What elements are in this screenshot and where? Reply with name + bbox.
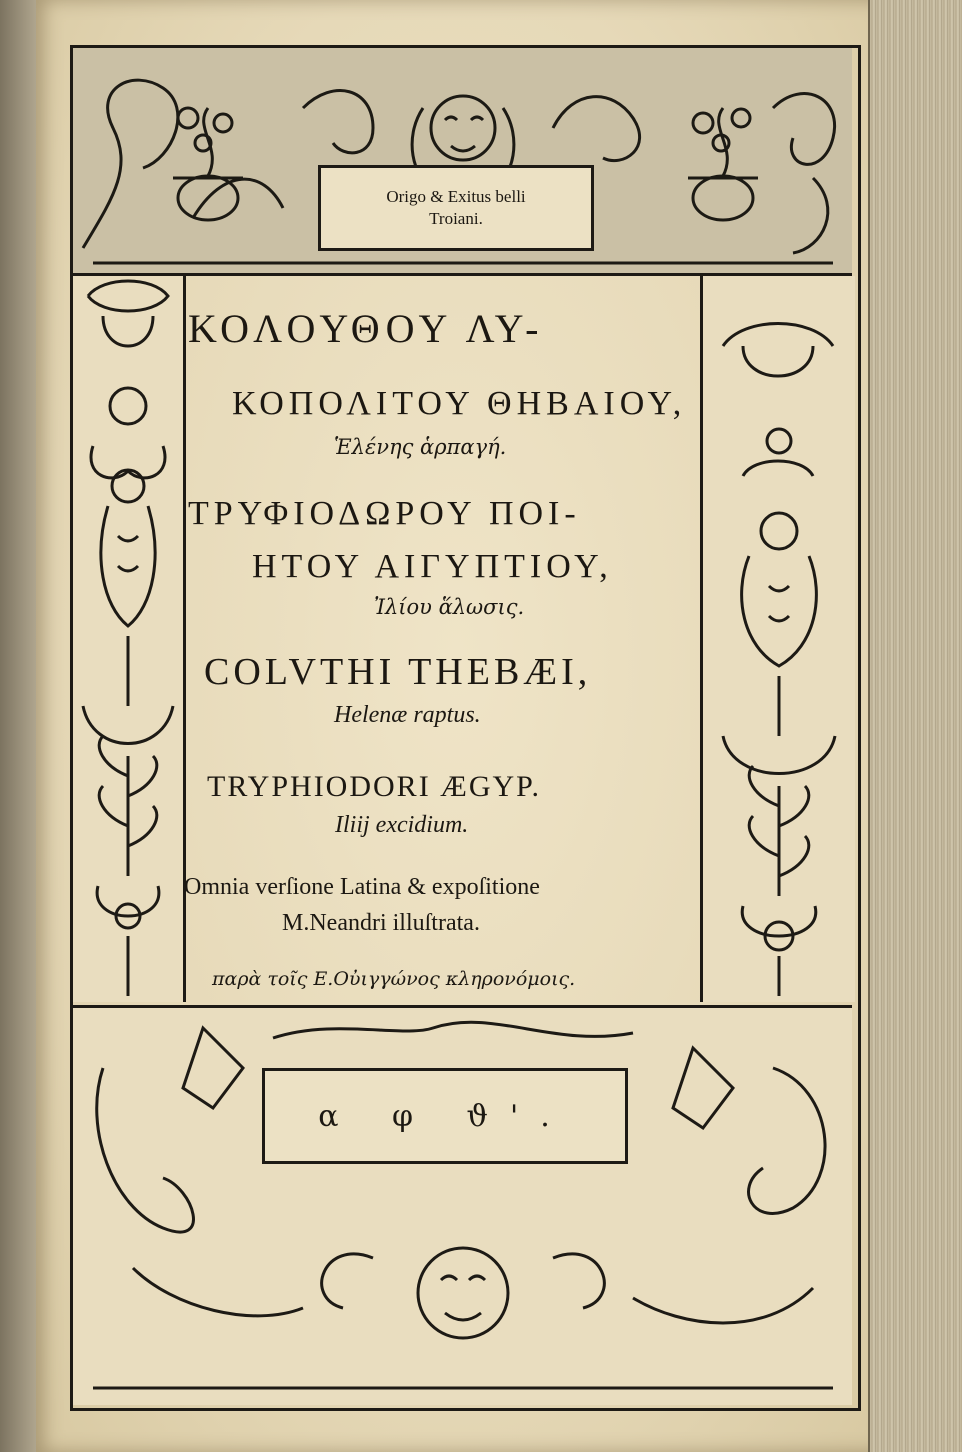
bottom-ornament xyxy=(73,1005,852,1405)
greek-title-line-2: ΚΟΠΟΛΙΤΟΥ ΘΗΒΑΙΟΥ, xyxy=(232,385,687,422)
greek-title-line-3: ΤΡΥΦΙΟΔΩΡΟΥ ΠΟΙ- xyxy=(188,495,581,532)
note-line-2: M.Neandri illuſtrata. xyxy=(282,910,480,936)
note-line-1: Omnia verſione Latina & expoſitione xyxy=(184,874,540,900)
latin-title-2: TRYPHIODORI ÆGYP. xyxy=(207,770,542,803)
top-ornament xyxy=(73,48,852,276)
top-cartouche xyxy=(318,165,594,251)
cartouche-line-2: Troiani. xyxy=(429,209,483,228)
right-ornament xyxy=(700,276,855,1002)
latin-subtitle-1: Helenæ raptus. xyxy=(334,702,481,728)
left-ornament xyxy=(73,276,186,1002)
latin-title-1: COLVTHI THEBÆI, xyxy=(204,651,592,693)
greek-title-line-4: ΗΤΟΥ ΑΙΓΥΠΤΙΟΥ, xyxy=(252,548,613,585)
cartouche-line-1: Origo & Exitus belli xyxy=(386,187,526,206)
date-cartouche xyxy=(262,1068,628,1164)
page-edges xyxy=(868,0,962,1452)
latin-subtitle-2: Iliij excidium. xyxy=(335,812,469,838)
greek-subtitle-1: Ἑλένης ἁρπαγή. xyxy=(334,435,507,459)
greek-title-line-1: ΚΟΛΟΥΘΟΥ ΛΥ- xyxy=(188,306,545,351)
greek-subtitle-2: Ἰλίου ἅλωσις. xyxy=(374,595,525,619)
date-text: α φ ϑ'. xyxy=(318,1098,572,1134)
printer-line: παρὰ τοῖς Ε.Οὐιγγώνος κληρονόμοις. xyxy=(212,968,576,990)
book-gutter xyxy=(0,0,40,1452)
